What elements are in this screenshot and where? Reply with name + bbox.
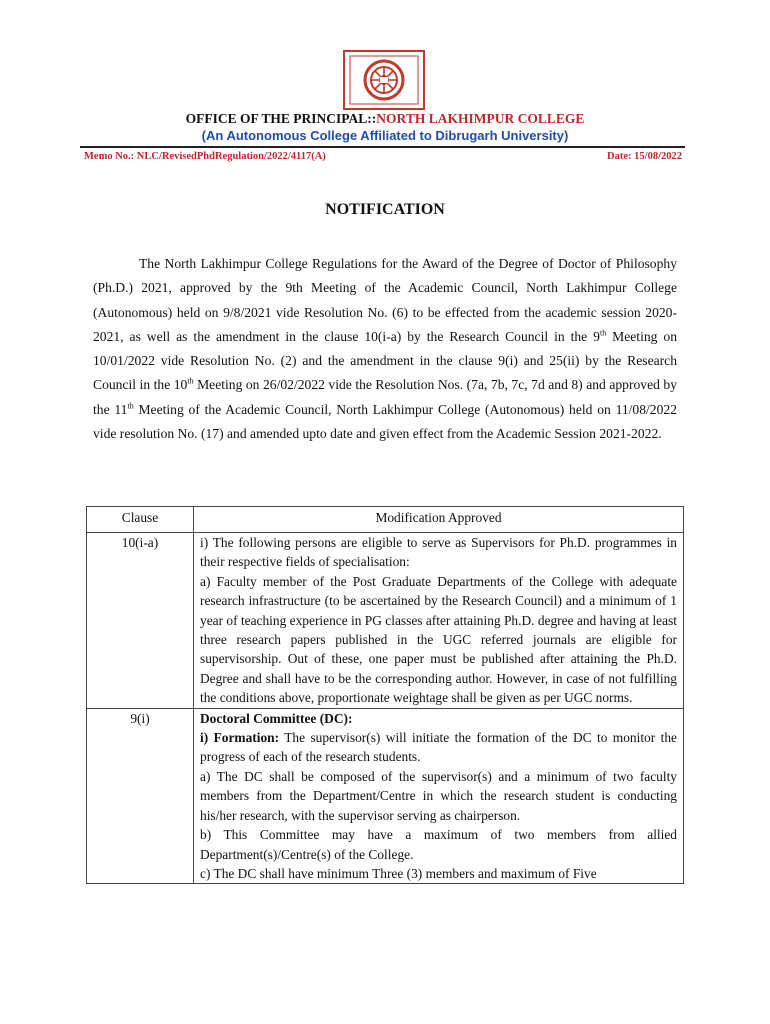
dc-composition-text: a) The DC shall be composed of the supervisor(s) and a minimum of two faculty members from the Department/Centre in which the research student is conducting his/her research, with the supervisor serving as chairperson. <box>200 768 677 823</box>
college-name: NORTH LAKHIMPUR COLLEGE <box>376 111 585 126</box>
memo-number: Memo No.: NLC/RevisedPhdRegulation/2022/4117(A) <box>84 151 326 162</box>
clause-cell: 10(i-a) <box>87 533 194 709</box>
office-heading <box>0 111 770 127</box>
body-text-2: Meeting on 10/01/2022 vide Resolution No. (2) and the amendment in the clause 9(i) and 25(ii) by the Research Council in the 10 <box>93 328 677 393</box>
dc-allied-members-text: b) This Committee may have a maximum of two members from allied Department(s)/Centre(s) of the College. <box>200 827 677 862</box>
body-text-1: The North Lakhimpur College Regulations for the Award of the Degree of Doctor of Philosophy (Ph.D.) 2021, approved by the 9th Meeting of the Academic Council, North Lakhimpur College (Autonomous) held on 9/8/2021 vide Resolution No. (6) to be effected from the academic session 2020-2021, as well as the amendment in the clause 10(i-a) by the Research Council in the 9 <box>93 256 677 344</box>
body-sup-2: th <box>187 376 194 386</box>
formation-label: i) Formation: <box>200 730 280 746</box>
affiliation-line: (An Autonomous College Affiliated to Dibrugarh University) <box>201 128 569 143</box>
body-text-4: Meeting of the Academic Council, North Lakhimpur College (Autonomous) held on 11/08/2022 vide resolution No. (17) and amended upto date and given effect from the Academic Session 2021-2022. <box>93 401 677 442</box>
formation-text <box>200 728 677 767</box>
college-emblem-icon <box>349 55 419 105</box>
body-sup-3: th <box>127 401 134 411</box>
header-divider <box>80 146 685 148</box>
modification-cell <box>194 708 684 883</box>
formation-body: The supervisor(s) will initiate the formation of the DC to monitor the progress of each of the research students. <box>200 730 677 765</box>
doctoral-committee-content <box>200 709 677 883</box>
notification-body <box>93 252 677 446</box>
modification-cell <box>194 533 684 709</box>
doctoral-committee-heading: Doctoral Committee (DC): <box>200 710 353 726</box>
modification-table <box>86 506 684 884</box>
college-logo <box>343 50 425 110</box>
modification-header: Modification Approved <box>194 507 684 533</box>
table-row <box>87 533 684 709</box>
dc-member-count-text: c) The DC shall have minimum Three (3) members and maximum of Five <box>200 865 597 881</box>
body-sup-1: th <box>599 328 607 338</box>
body-text-3: Meeting on 26/02/2022 vide the Resolution Nos. (7a, 7b, 7c, 7d and 8) and approved by the 11 <box>93 377 678 417</box>
notification-title: NOTIFICATION <box>325 201 445 218</box>
clause-cell: 9(i) <box>87 708 194 883</box>
faculty-criteria-text: a) Faculty member of the Post Graduate Departments of the College with adequate research infrastructure (to be ascertained by the Research Council) and a minimum of 1 year of teaching experience in PG classes after attaining Ph.D. degree and having at least three research papers published in the UGC referred journals are eligible for supervisorship. Out of these, one paper must be published after attaining the Ph.D. Degree and shall have to be the corresponding author. However, in case of not fulfilling the conditions above, proportionate weightage shall be given as per UGC norms. <box>200 573 677 706</box>
clause-header: Clause <box>87 507 194 533</box>
office-prefix: OFFICE OF THE PRINCIPAL:: <box>185 111 377 126</box>
memo-date: Date: 15/08/2022 <box>607 151 682 162</box>
table-header-row <box>87 507 684 533</box>
table-row <box>87 708 684 883</box>
supervisor-eligibility-text: i) The following persons are eligible to serve as Supervisors for Ph.D. programmes in their respective fields of specialisation: <box>200 535 677 570</box>
